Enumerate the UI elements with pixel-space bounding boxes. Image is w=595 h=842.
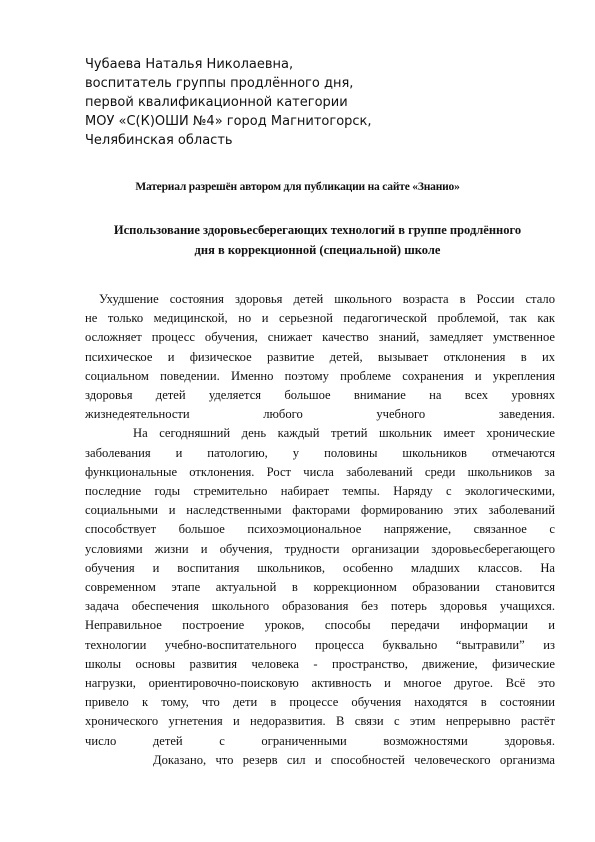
body-line: технологии учебно-воспитательного процесса буквально “вытравили” из — [85, 637, 555, 652]
body-line: число детей с ограниченными возможностями здоровья. — [85, 733, 555, 748]
body-line: обучения и воспитания школьников, особенно младших классов. На — [85, 560, 555, 575]
author-category: первой квалификационной категории — [85, 95, 348, 110]
body-line: задача обеспечения школьного образования без потерь здоровья учащихся. — [85, 599, 555, 614]
author-block — [85, 55, 505, 150]
body-line: хронического угнетения и недоразвития. В связи с этим непрерывно растёт — [85, 714, 555, 729]
body-line: последние годы стремительно набирает темпы. Наряду с экологическими, — [85, 484, 555, 499]
body-line: привело к тому, что дети в процессе обучения находятся в состоянии — [85, 695, 555, 710]
body-line: заболевания и патологию, у половины школьников отмечаются — [85, 445, 555, 460]
body-line: не только медицинской, но и серьезной педагогической проблемой, так как — [85, 311, 555, 326]
body-line: Ухудшение состояния здоровья детей школьного возраста в России стало — [99, 292, 555, 306]
body-line: На сегодняшний день каждый третий школьник имеет хронические — [133, 426, 555, 441]
author-position: воспитатель группы продлённого дня, — [85, 76, 354, 91]
body-line: способствует большое психоэмоциональное напряжение, связанное с — [85, 522, 555, 537]
author-school: МОУ «С(К)ОШИ №4» город Магнитогорск, — [85, 114, 372, 129]
body-line: социальными и наследственными факторами формированию этих заболеваний — [85, 503, 555, 518]
article-title — [80, 220, 555, 260]
body-line: здоровья детей уделяется большое внимание на всех уровнях — [85, 388, 555, 403]
article-title-line-1: Использование здоровьесберегающих технологий в группе продлённого — [113, 223, 522, 237]
body-line: современном этапе актуальной в коррекционном образовании становится — [85, 580, 555, 595]
body-line: осложняет процесс обучения, снижает качество знаний, замедляет умственное — [85, 330, 555, 345]
body-line: психическое и физическое развитие детей, вызывает отклонения в их — [85, 349, 555, 364]
author-region: Челябинская область — [85, 133, 233, 148]
body-line: Доказано, что резерв сил и способностей человеческого организма — [153, 752, 555, 767]
body-line: социальном поведении. Именно поэтому проблеме сохранения и укрепления — [85, 368, 555, 383]
body-line: Неправильное построение уроков, способы передачи информации и — [85, 618, 555, 633]
body-line: нагрузки, ориентировочно-поисковую активность и многое другое. Всё это — [85, 676, 555, 691]
article-title-line-2: дня в коррекционной (специальной) школе — [194, 243, 441, 257]
body-line: жизнедеятельности любого учебного заведения. — [85, 407, 555, 422]
permission-note: Материал разрешён автором для публикации на сайте «Знанио» — [135, 181, 460, 193]
article-body — [85, 290, 555, 770]
body-line: функциональные отклонения. Рост числа заболеваний среди школьников за — [85, 464, 555, 479]
body-line: условиями жизни и обучения, трудности организации здоровьесберегающего — [85, 541, 555, 556]
author-name: Чубаева Наталья Николаевна, — [85, 57, 294, 72]
body-line: школы основы развития человека - пространство, движение, физические — [85, 656, 555, 671]
